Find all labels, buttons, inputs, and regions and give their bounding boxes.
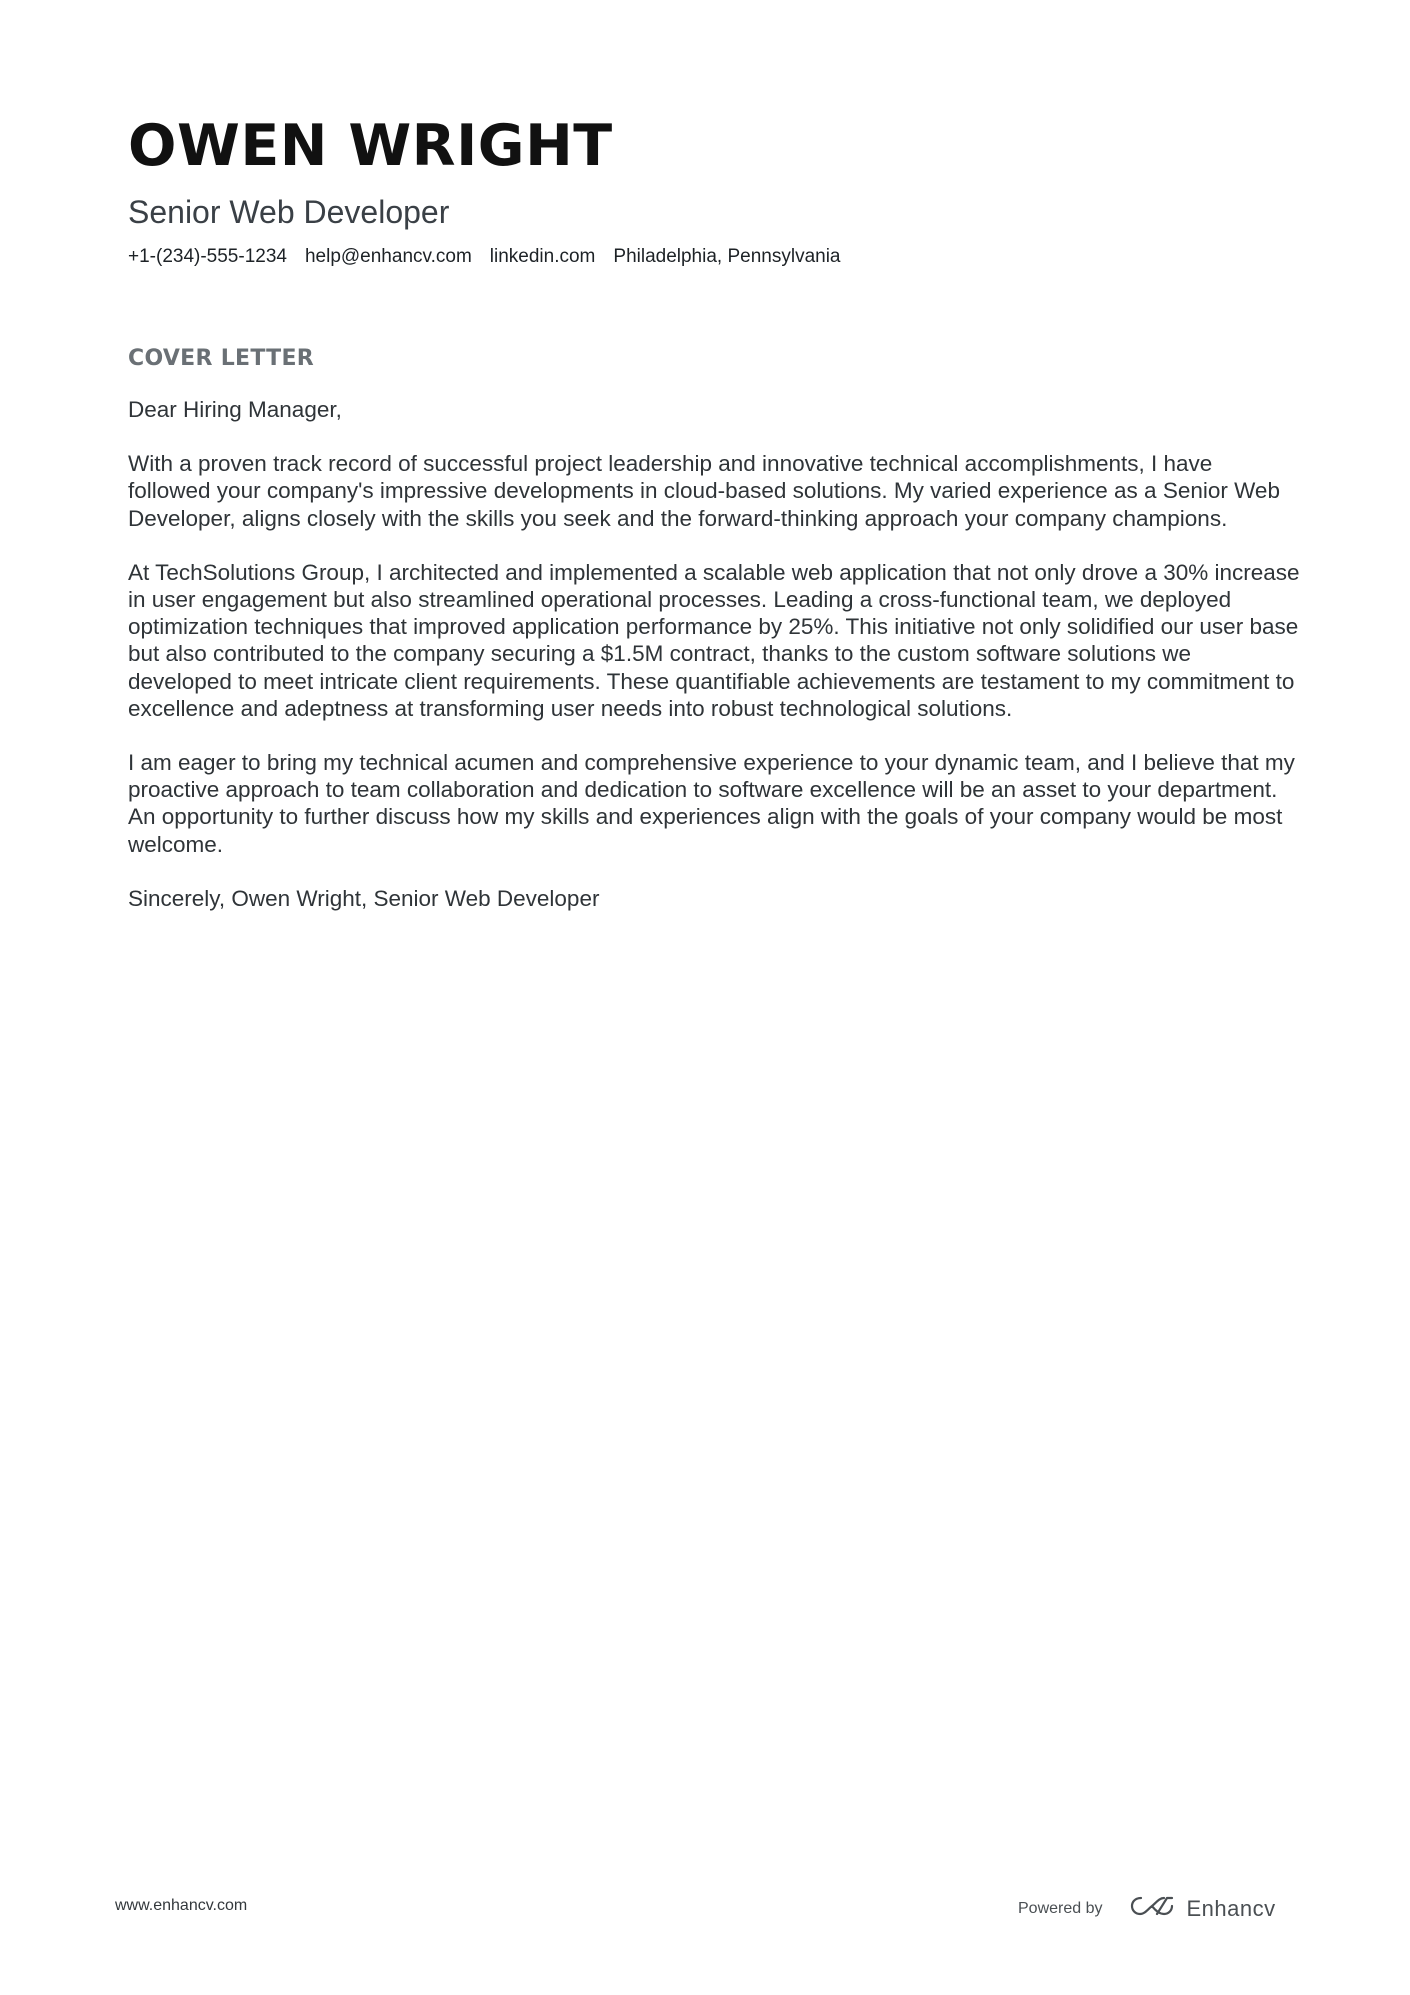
brand-name: Enhancv [1186, 1895, 1276, 1921]
enhancv-logo-icon [1129, 1894, 1175, 1923]
brand-logo[interactable] [1129, 1894, 1276, 1923]
resume-header [128, 112, 1288, 270]
letter-closing: Sincerely, Owen Wright, Senior Web Developer [128, 885, 600, 911]
letter-paragraph-2: At TechSolutions Group, I architected and implemented a scalable web application that not only drove a 30% increase in user engagement but also streamlined operational processes. Leading a cross-functional team, we deployed optimization techniques that improved application performance by 25%. This initiative not only solidified our user base but also contributed to the company securing a $1.5M contract, thanks to the custom software solutions we developed to meet intricate client requirements. These quantifiable achievements are testament to my commitment to excellence and adeptness at transforming user needs into robust technological solutions. [128, 559, 1300, 721]
letter-paragraph-1: With a proven track record of successful project leadership and innovative technical accomplishments, I have followed your company's impressive developments in cloud-based solutions. My varied experience as a Senior Web Developer, aligns closely with the skills you seek and the forward-thinking approach your company champions. [128, 451, 1280, 531]
contact-location: Philadelphia, Pennsylvania [613, 246, 841, 267]
cover-letter-body [128, 344, 1300, 939]
letter-greeting: Dear Hiring Manager, [128, 397, 342, 422]
powered-by [1018, 1894, 1276, 1923]
footer-url[interactable]: www.enhancv.com [115, 1897, 248, 1914]
contact-phone: +1-(234)-555-1234 [128, 246, 287, 267]
contact-info [128, 244, 1288, 270]
candidate-name: OWEN WRIGHT [128, 113, 613, 179]
contact-linkedin[interactable]: linkedin.com [489, 246, 596, 267]
candidate-title: Senior Web Developer [128, 194, 450, 230]
contact-email[interactable]: help@enhancv.com [304, 246, 472, 267]
section-title: COVER LETTER [128, 346, 315, 371]
letter-paragraph-3: I am eager to bring my technical acumen and comprehensive experience to your dynamic team, and I believe that my proactive approach to team collaboration and dedication to software excellence will be an asset to your department. An opportunity to further discuss how my skills and experiences align with the goals of your company would be most welcome. [128, 750, 1295, 857]
powered-by-label: Powered by [1018, 1899, 1103, 1917]
